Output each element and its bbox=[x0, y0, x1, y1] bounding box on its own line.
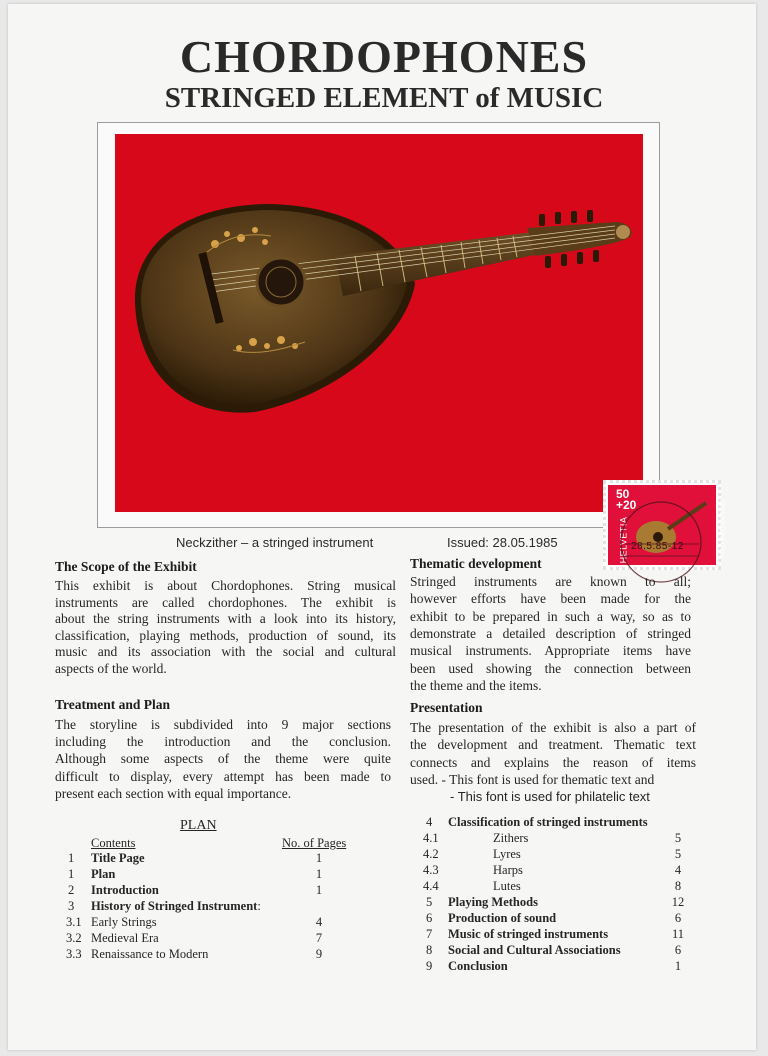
plan-row-label-text: Harps bbox=[493, 863, 523, 877]
paragraph-line: the development and treatment. Thematic text bbox=[410, 737, 696, 753]
paragraph-line: The storyline is subdivided into 9 major sections bbox=[55, 717, 391, 732]
paragraph-line: instruments are called chordophones. The exhibit is bbox=[55, 594, 396, 610]
plan-row-number: 1 bbox=[68, 867, 75, 881]
stamp-country: HELVETIA bbox=[618, 516, 629, 564]
plan-row-pages: 6 bbox=[674, 943, 682, 957]
plan-row-number: 7 bbox=[426, 927, 433, 941]
paragraph-line: connects and explains the reason of items bbox=[410, 754, 696, 770]
paragraph-line: The presentation of the exhibit is also a part of bbox=[410, 720, 696, 735]
treatment-heading: Treatment and Plan bbox=[55, 697, 171, 712]
plan-row-pages: 6 bbox=[674, 911, 682, 925]
paragraph-line: aspects of the world. bbox=[55, 660, 167, 676]
plan-row-label-text: Production of sound bbox=[448, 911, 557, 925]
page-title: CHORDOPHONES bbox=[179, 31, 589, 82]
plan-row-number: 3 bbox=[68, 899, 75, 913]
plan-row-pages: 1 bbox=[674, 959, 682, 973]
paragraph-line: present each section with equal importance. bbox=[55, 785, 292, 801]
plan-row-label-text: Music of stringed instruments bbox=[448, 927, 609, 941]
plan-row-label bbox=[91, 947, 208, 962]
plan-row-label bbox=[91, 931, 159, 946]
plan-row-label-text: Playing Methods bbox=[448, 895, 538, 909]
neckzither-illustration bbox=[115, 134, 643, 512]
plan-row-pages: 5 bbox=[674, 847, 682, 861]
plan-row-pages: 1 bbox=[315, 851, 323, 865]
paragraph-line: music and its association with the social and cultural bbox=[55, 644, 396, 659]
plan-col-pages: No. of Pages bbox=[282, 836, 347, 850]
plan-row-pages: 7 bbox=[315, 931, 323, 945]
plan-row-label bbox=[448, 895, 538, 910]
plan-row-pages: 1 bbox=[315, 883, 323, 897]
plan-row-number: 1 bbox=[68, 851, 75, 865]
plan-row-pages: 11 bbox=[671, 927, 685, 941]
plan-row-label bbox=[448, 911, 556, 926]
postage-stamp bbox=[603, 480, 727, 570]
plan-row-number: 3.3 bbox=[66, 947, 82, 961]
plan-row-number: 4.4 bbox=[423, 879, 439, 893]
paragraph-line: the theme and the items. bbox=[410, 677, 542, 693]
presentation-heading: Presentation bbox=[410, 700, 483, 715]
postmark-date: 28.5.85-12 bbox=[631, 541, 684, 552]
plan-row-label bbox=[91, 883, 159, 898]
plan-row-label bbox=[91, 899, 261, 914]
plan-row-pages: 4 bbox=[674, 863, 682, 877]
paragraph-line: This exhibit is about Chordophones. String musical bbox=[55, 578, 396, 593]
thematic-heading: Thematic development bbox=[410, 556, 542, 571]
plan-row-label bbox=[91, 915, 157, 930]
paragraph-line: been used showing the connection between bbox=[410, 660, 691, 676]
plan-row-label bbox=[91, 867, 115, 882]
plan-row-label-text: Zithers bbox=[493, 831, 529, 845]
stamp-series: PRO PATRIA 1985 bbox=[719, 499, 727, 558]
philatelic-note: - This font is used for philatelic text bbox=[450, 789, 650, 804]
plan-row-number: 8 bbox=[426, 943, 433, 957]
plan-row-number: 2 bbox=[68, 883, 75, 897]
paragraph-line: about the string instruments with a look into its history, bbox=[55, 611, 396, 626]
plan-row-label bbox=[448, 943, 621, 958]
plan-row-number: 4 bbox=[426, 815, 433, 829]
plan-row-label-text: Title Page bbox=[91, 851, 145, 865]
stamp-value-top: 50 bbox=[616, 487, 630, 501]
plan-row-number: 4.3 bbox=[423, 863, 439, 877]
plan-row-pages: 8 bbox=[674, 879, 682, 893]
page-subtitle: STRINGED ELEMENT of MUSIC bbox=[164, 82, 604, 114]
plan-row-label-text: Renaissance to Modern bbox=[91, 947, 209, 961]
plan-row-number: 5 bbox=[426, 895, 433, 909]
plan-row-pages: 12 bbox=[671, 895, 685, 909]
plan-row-label-text: Lyres bbox=[493, 847, 521, 861]
plan-row-pages: 1 bbox=[315, 867, 323, 881]
paragraph-line: however efforts have been made for the bbox=[410, 591, 691, 607]
scope-heading: The Scope of the Exhibit bbox=[55, 559, 197, 574]
plan-row-label bbox=[448, 959, 508, 974]
plan-row-label-text: Social and Cultural Associations bbox=[448, 943, 621, 957]
plan-row-pages: 9 bbox=[315, 947, 323, 961]
paragraph-line: Stringed instruments are known to all; bbox=[410, 574, 691, 589]
plan-row-label bbox=[448, 927, 608, 942]
plan-row-label-text: Plan bbox=[91, 867, 116, 881]
postmark-icon bbox=[603, 484, 721, 584]
plan-row-label-text: Conclusion bbox=[448, 959, 508, 973]
plan-row-label-text: Medieval Era bbox=[91, 931, 159, 945]
plan-col-contents: Contents bbox=[91, 836, 136, 850]
plan-row-pages: 5 bbox=[674, 831, 682, 845]
plan-row-number: 4.2 bbox=[423, 847, 439, 861]
plan-row-pages: 4 bbox=[315, 915, 323, 929]
issue-date: Issued: 28.05.1985 bbox=[447, 535, 558, 550]
paragraph-line: demonstrate a detailed description of stringed bbox=[410, 625, 691, 641]
card-caption: Neckzither – a stringed instrument bbox=[176, 535, 374, 550]
paragraph-line: Although some aspects of the theme were quite bbox=[55, 751, 391, 767]
plan-row-label-text: Early Strings bbox=[91, 915, 157, 929]
plan-row-number: 3.1 bbox=[66, 915, 82, 929]
plan-row-label bbox=[493, 847, 521, 862]
plan-row-label-text: Classification of stringed instruments bbox=[448, 815, 648, 829]
plan-row-number: 4.1 bbox=[423, 831, 439, 845]
paragraph-line: difficult to display, every attempt has been made to bbox=[55, 768, 391, 784]
plan-row-label-text: History of Stringed Instrument bbox=[91, 899, 258, 913]
plan-row-label-text: Lutes bbox=[493, 879, 521, 893]
paragraph-line: including the introduction and the conclusion. bbox=[55, 734, 391, 750]
paragraph-line: exhibit to be prepared in such a way, so as to bbox=[410, 608, 691, 624]
paragraph-line: used. - This font is used for thematic text and bbox=[410, 771, 655, 787]
plan-row-suffix: : bbox=[257, 899, 261, 913]
stamp-value-bottom: +20 bbox=[616, 498, 637, 512]
plan-row-number: 9 bbox=[426, 959, 433, 973]
plan-row-label bbox=[493, 879, 521, 894]
plan-row-label bbox=[91, 851, 145, 866]
plan-row-number: 3.2 bbox=[66, 931, 82, 945]
plan-row-label bbox=[493, 863, 523, 878]
plan-row-label bbox=[493, 831, 528, 846]
plan-row-number: 6 bbox=[426, 911, 433, 925]
plan-title: PLAN bbox=[180, 818, 217, 833]
plan-row-label-text: Introduction bbox=[91, 883, 159, 897]
paragraph-line: musical instruments. Appropriate items have bbox=[410, 643, 691, 659]
paragraph-line: classification, playing methods, production of sound, its bbox=[55, 627, 396, 643]
plan-row-label bbox=[448, 815, 648, 830]
